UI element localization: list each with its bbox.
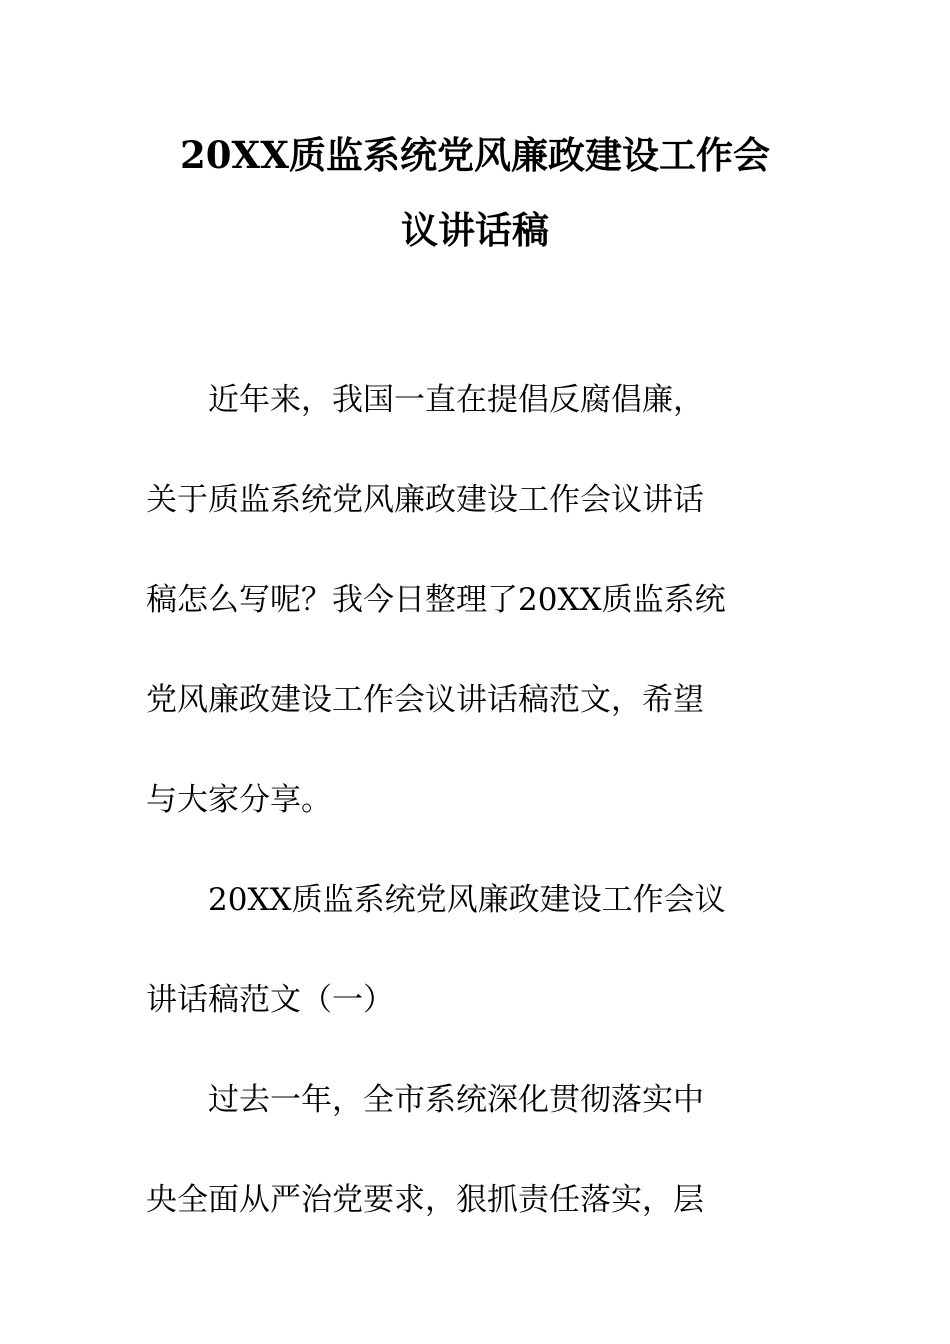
body-text-line: 与大家分享。	[146, 782, 332, 818]
body-text-line: 20XX质监系统党风廉政建设工作会议	[146, 882, 726, 918]
body-text-line: 过去一年，全市系统深化贯彻落实中	[146, 1082, 704, 1118]
document-title-line-2: 议讲话稿	[401, 208, 549, 252]
document-title-line-1: 20XX质监系统党风廉政建设工作会	[180, 133, 770, 177]
body-text-line: 稿怎么写呢？我今日整理了20XX质监系统	[146, 582, 726, 618]
body-text-line: 关于质监系统党风廉政建设工作会议讲话	[146, 482, 704, 518]
body-text-line: 讲话稿范文（一）	[146, 982, 394, 1018]
body-text-line: 党风廉政建设工作会议讲话稿范文，希望	[146, 682, 704, 718]
body-text-line: 近年来，我国一直在提倡反腐倡廉，	[146, 382, 704, 418]
body-text-line: 央全面从严治党要求，狠抓责任落实，层	[146, 1182, 704, 1218]
